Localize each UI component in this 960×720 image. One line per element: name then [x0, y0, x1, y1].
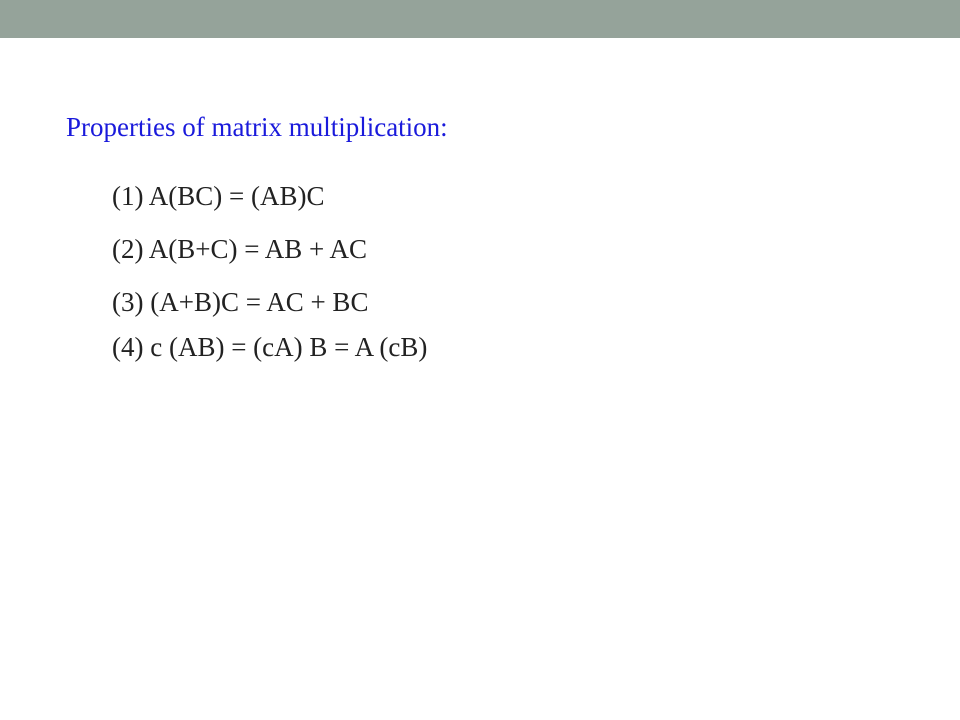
slide-heading: Properties of matrix multiplication: — [66, 112, 448, 142]
property-left-distributive: (2) A(B+C) = AB + AC — [112, 234, 367, 264]
property-scalar: (4) c (AB) = (cA) B = A (cB) — [112, 332, 428, 362]
property-right-distributive: (3) (A+B)C = AC + BC — [112, 287, 369, 317]
slide-header-bar — [0, 0, 960, 38]
property-associative: (1) A(BC) = (AB)C — [112, 181, 325, 211]
